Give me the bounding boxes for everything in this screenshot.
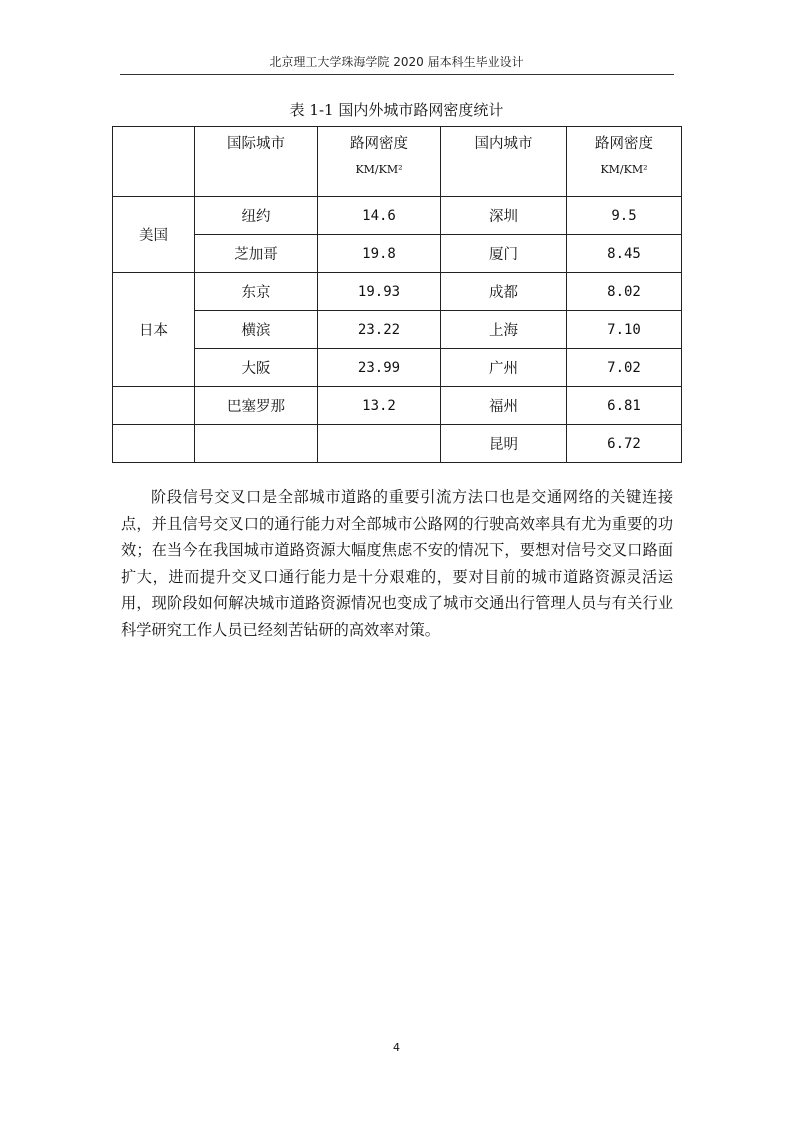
- intl-city-cell: 巴塞罗那: [195, 387, 318, 425]
- intl-density-cell: 23.22: [318, 311, 441, 349]
- table-row: [113, 311, 682, 349]
- table-row: [113, 349, 682, 387]
- intl-density-cell: 19.8: [318, 235, 441, 273]
- road-density-table: [112, 126, 682, 463]
- page-number: 4: [393, 1041, 400, 1054]
- header-intl-density-label: 路网密度: [350, 136, 408, 152]
- dom-city-cell: 上海: [441, 311, 567, 349]
- dom-density-cell: 7.10: [567, 311, 682, 349]
- intl-density-cell: 13.2: [318, 387, 441, 425]
- country-cell: 美国: [113, 197, 195, 273]
- dom-city-cell: 广州: [441, 349, 567, 387]
- dom-density-cell: 9.5: [567, 197, 682, 235]
- dom-density-cell: 6.81: [567, 387, 682, 425]
- intl-city-cell: 大阪: [195, 349, 318, 387]
- intl-density-cell: 14.6: [318, 197, 441, 235]
- intl-density-cell: 23.99: [318, 349, 441, 387]
- header-dom-density-unit: KM/KM²: [600, 163, 648, 176]
- intl-city-cell: 东京: [195, 273, 318, 311]
- table-header-row: [113, 127, 682, 197]
- table-row: [113, 235, 682, 273]
- dom-city-cell: 深圳: [441, 197, 567, 235]
- dom-city-cell: 昆明: [441, 425, 567, 463]
- table-row: [113, 197, 682, 235]
- body-paragraph: 阶段信号交叉口是全部城市道路的重要引流方法口也是交通网络的关键连接点，并且信号交叉口的通行能力对全部城市公路网的行驶高效率具有尤为重要的功效；在当今在我国城市道路资源大幅度焦虑不安的情况下，要想对信号交叉口路面扩大，进而提升交叉口通行能力是十分艰难的，要对目前的城市道路资源灵活运用，现阶段如何解决城市道路资源情况也变成了城市交通出行管理人员与有关行业科学研究工作人员已经刻苦钻研的高效率对策。: [121, 488, 673, 639]
- intl-city-cell: 芝加哥: [195, 235, 318, 273]
- dom-density-cell: 8.02: [567, 273, 682, 311]
- intl-city-cell: [195, 425, 318, 463]
- dom-city-cell: 成都: [441, 273, 567, 311]
- dom-density-cell: 6.72: [567, 425, 682, 463]
- dom-density-cell: 8.45: [567, 235, 682, 273]
- country-cell: [113, 425, 195, 463]
- page-header: 北京理工大学珠海学院 2020 届本科生毕业设计: [269, 55, 524, 69]
- header-dom-density: [567, 127, 682, 197]
- country-cell: [113, 387, 195, 425]
- country-cell: 日本: [113, 273, 195, 387]
- header-rule: [120, 74, 674, 75]
- header-cell-blank: [113, 127, 195, 197]
- dom-city-cell: 厦门: [441, 235, 567, 273]
- dom-city-cell: 福州: [441, 387, 567, 425]
- table-row: [113, 425, 682, 463]
- intl-density-cell: [318, 425, 441, 463]
- header-dom-city: 国内城市: [441, 127, 567, 197]
- table-row: [113, 273, 682, 311]
- intl-density-cell: 19.93: [318, 273, 441, 311]
- table-caption: 表 1-1 国内外城市路网密度统计: [289, 101, 504, 119]
- intl-city-cell: 横滨: [195, 311, 318, 349]
- header-dom-density-label: 路网密度: [595, 136, 653, 152]
- dom-density-cell: 7.02: [567, 349, 682, 387]
- intl-city-cell: 纽约: [195, 197, 318, 235]
- table-row: [113, 387, 682, 425]
- header-intl-city: 国际城市: [195, 127, 318, 197]
- header-intl-density-unit: KM/KM²: [355, 163, 403, 176]
- header-intl-density: [318, 127, 441, 197]
